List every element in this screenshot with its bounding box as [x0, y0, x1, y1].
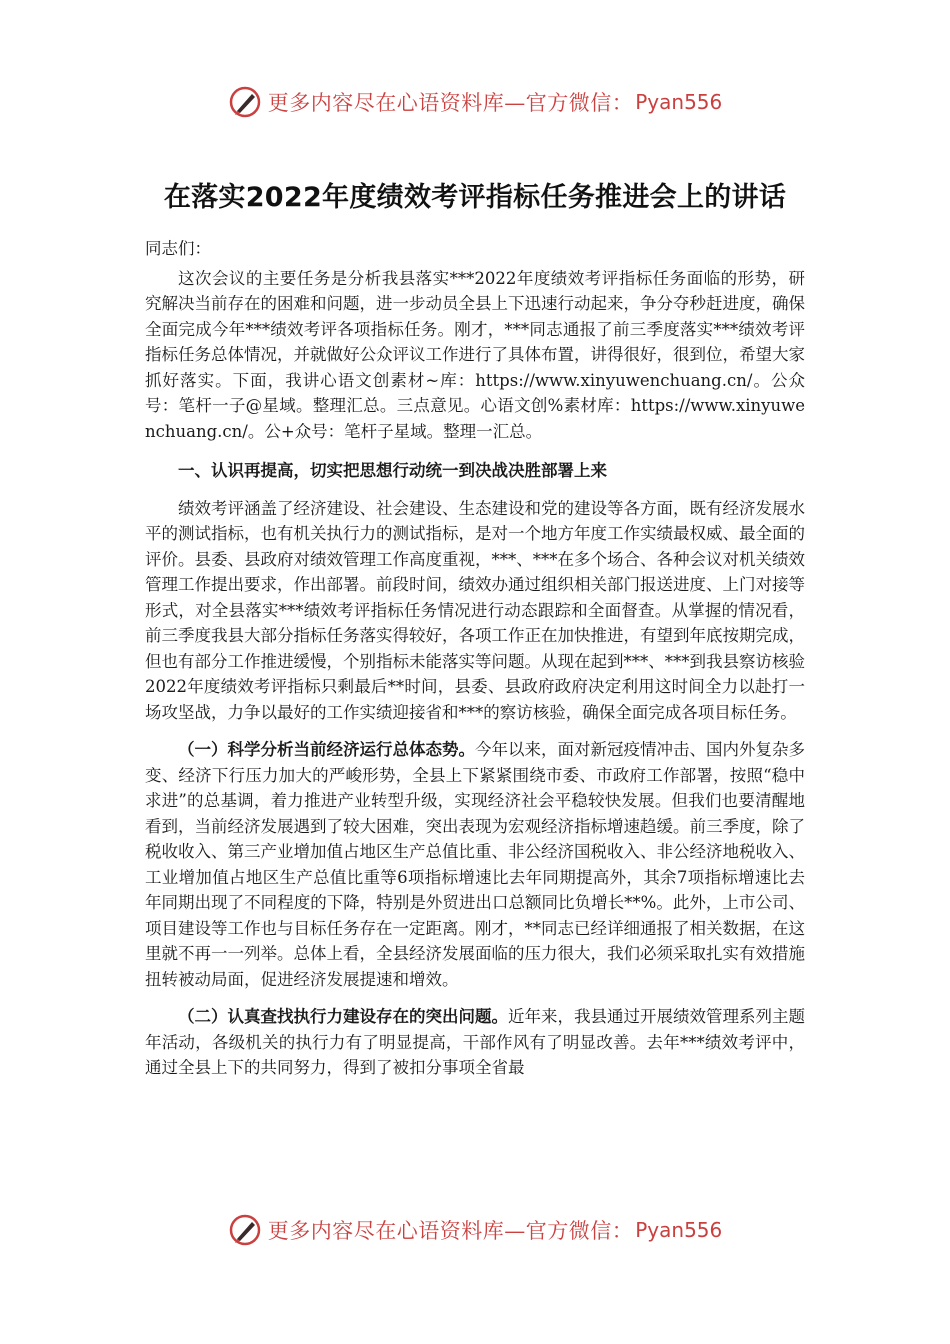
footer-watermark-banner — [0, 1208, 950, 1252]
subsection-1 — [145, 737, 805, 992]
greeting: 同志们： — [145, 239, 211, 258]
banner-wechat-id: Pyan556 — [635, 1218, 723, 1242]
subsection-1-body: 今年以来，面对新冠疫情冲击、国内外复杂多变、经济下行压力加大的严峻形势，全县上下紧紧围绕市委、市政府工作部署，按照“稳中求进”的总基调，着力推进产业转型升级，实现经济社会平稳较快发展。但我们也要清醒地看到，当前经济发展遇到了较大困难，突出表现为宏观经济指标增速趋缓。前三季度，除了税收收入、第三产业增加值占地区生产总值比重、非公经济国税收入、非公经济地税收入、工业增加值占地区生产总值比重等6项指标增速比去年同期提高外，其余7项指标增速比去年同期出现了不同程度的下降，特别是外贸进出口总额同比负增长**%。此外，上市公司、项目建设等工作也与目标任务存在一定距离。刚才，**同志已经详细通报了相关数据，在这里就不再一一列举。总体上看，全县经济发展面临的压力很大，我们必须采取扎实有效措施扭转被动局面，促进经济发展提速和增效。 — [145, 740, 805, 989]
subsection-1-title: （一）科学分析当前经济运行总体态势。 — [178, 740, 475, 759]
banner-text: 更多内容尽在心语资料库—官方微信： — [267, 1219, 634, 1243]
banner-wechat-id: Pyan556 — [635, 90, 723, 114]
section-heading-1: 一、认识再提高，切实把思想行动统一到决战决胜部署上来 — [178, 461, 607, 480]
subsection-2-body: 近年来，我县通过开展绩效管理系列主题年活动，各级机关的执行力有了明显提高，干部作风有了明显改善。去年***绩效考评中，通过全县上下的共同努力，得到了被扣分事项全省最 — [145, 1007, 805, 1077]
document-title: 在落实2022年度绩效考评指标任务推进会上的讲话 — [163, 182, 787, 213]
banner-text: 更多内容尽在心语资料库—官方微信： — [267, 91, 634, 115]
pen-logo-icon — [228, 1213, 262, 1247]
subsection-2 — [145, 1004, 805, 1081]
subsection-2-title: （二）认真查找执行力建设存在的突出问题。 — [178, 1007, 508, 1026]
paragraph-1: 绩效考评涵盖了经济建设、社会建设、生态建设和党的建设等各方面，既有经济发展水平的测试指标，也有机关执行力的测试指标，是对一个地方年度工作实绩最权威、最全面的评价。县委、县政府对绩效管理工作高度重视，***、***在多个场合、各种会议对机关绩效管理工作提出要求，作出部署。前段时间，绩效办通过组织相关部门报送进度、上门对接等形式，对全县落实***绩效考评指标任务情况进行动态跟踪和全面督查。从掌握的情况看，前三季度我县大部分指标任务落实得较好，各项工作正在加快推进，有望到年底按期完成，但也有部分工作推进缓慢，个别指标未能落实等问题。从现在起到***、***到我县察访核验2022年度绩效考评指标只剩最后**时间，县委、县政府政府决定利用这时间全力以赴打一场攻坚战，力争以最好的工作实绩迎接省和***的察访核验，确保全面完成各项目标任务。 — [145, 498, 805, 722]
pen-logo-icon — [228, 85, 262, 119]
document-body — [145, 175, 805, 1081]
header-watermark-banner — [0, 80, 950, 124]
intro-paragraph: 这次会议的主要任务是分析我县落实***2022年度绩效考评指标任务面临的形势，研究解决当前存在的困难和问题，进一步动员全县上下迅速行动起来，争分夺秒赶进度，确保全面完成今年***绩效考评各项指标任务。刚才，***同志通报了前三季度落实***绩效考评指标任务总体情况，并就做好公众评议工作进行了具体布置，讲得很好，很到位，希望大家抓好落实。下面，我讲心语文创素材~库：https://www.xinyuwenchuang.cn/。公众号：笔杆一子@星域。整理汇总。三点意见。心语文创%素材库：https://www.xinyuwenchuang.cn/。公+众号：笔杆子星域。整理一汇总。 — [145, 268, 805, 441]
